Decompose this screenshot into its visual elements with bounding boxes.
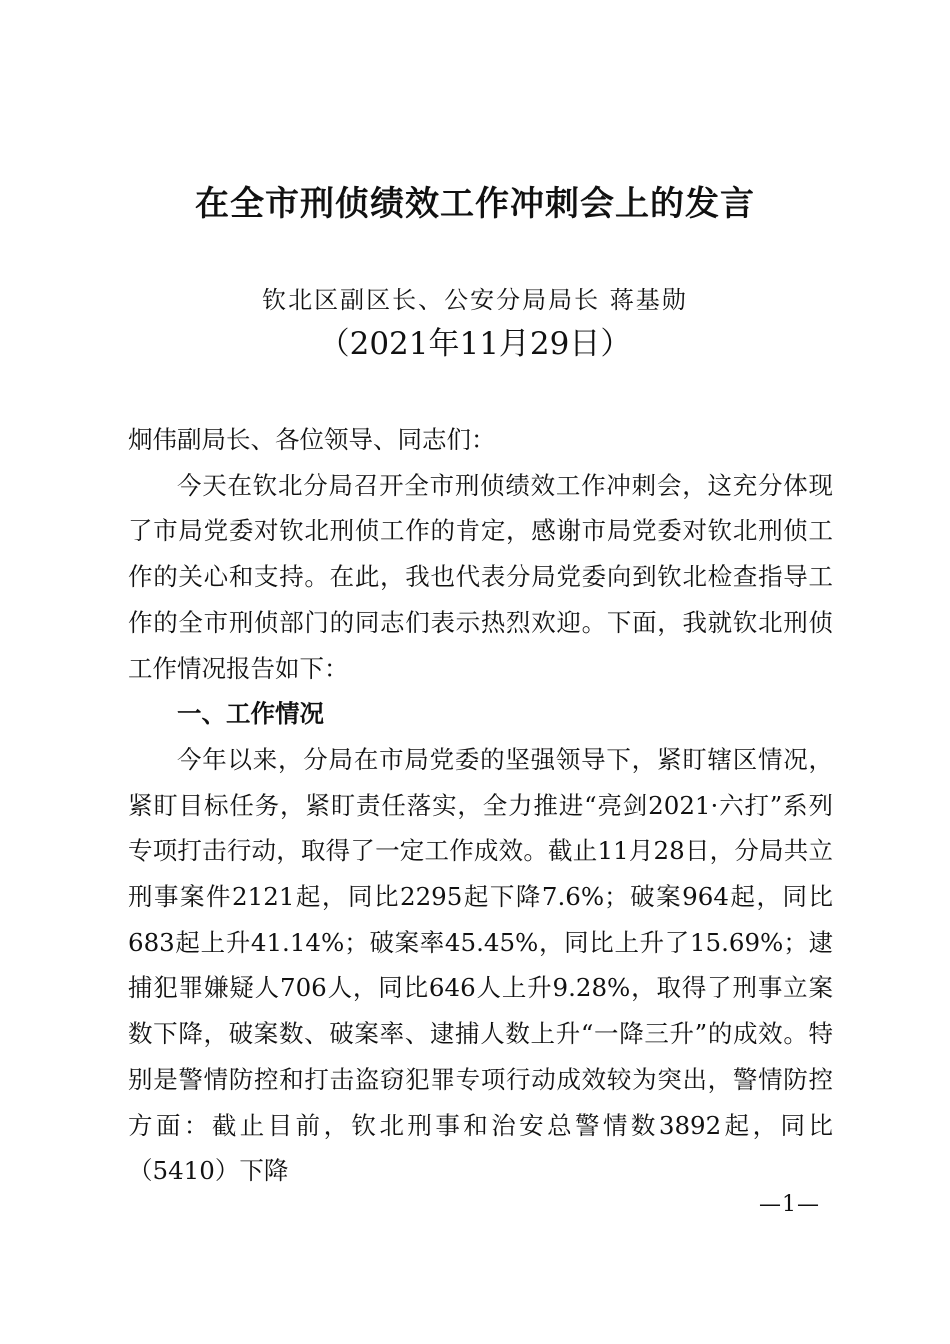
document-title: 在全市刑侦绩效工作冲刺会上的发言 <box>195 184 755 224</box>
section-heading: 一、工作情况 <box>177 699 324 729</box>
date-line: （2021年11月29日） <box>318 326 632 362</box>
paragraph-work-status: 今年以来，分局在市局党委的坚强领导下，紧盯辖区情况，紧盯目标任务，紧盯责任落实，全力推进“亮剑2021·六打”系列专项打击行动，取得了一定工作成效。截止11月28日，分局共立刑事案件2121起，同比2295起下降7.6%；破案964起，同比683起上升41.14%；破案率45.45%，同比上升了15.69%；逮捕犯罪嫌疑人706人，同比646人上升9.28%，取得了刑事立案数下降，破案数、破案率、逮捕人数上升“一降三升”的成效。特别是警情防控和打击盗窃犯罪专项行动成效较为突出，警情防控方面：截止目前，钦北刑事和治安总警情数3892起，同比（5410）下降 <box>128 744 833 1186</box>
salutation: 炯伟副局长、各位领导、同志们： <box>128 425 496 454</box>
paragraph-intro: 今天在钦北分局召开全市刑侦绩效工作冲刺会，这充分体现了市局党委对钦北刑侦工作的肯定，感谢市局党委对钦北刑侦工作的关心和支持。在此，我也代表分局党委向到钦北检查指导工作的全市刑侦部门的同志们表示热烈欢迎。下面，我就钦北刑侦工作情况报告如下： <box>128 470 833 683</box>
author-line: 钦北区副区长、公安分局局长 蒋基勋 <box>262 286 688 314</box>
page-number: —1— <box>759 1192 820 1217</box>
document-body <box>128 417 833 1194</box>
